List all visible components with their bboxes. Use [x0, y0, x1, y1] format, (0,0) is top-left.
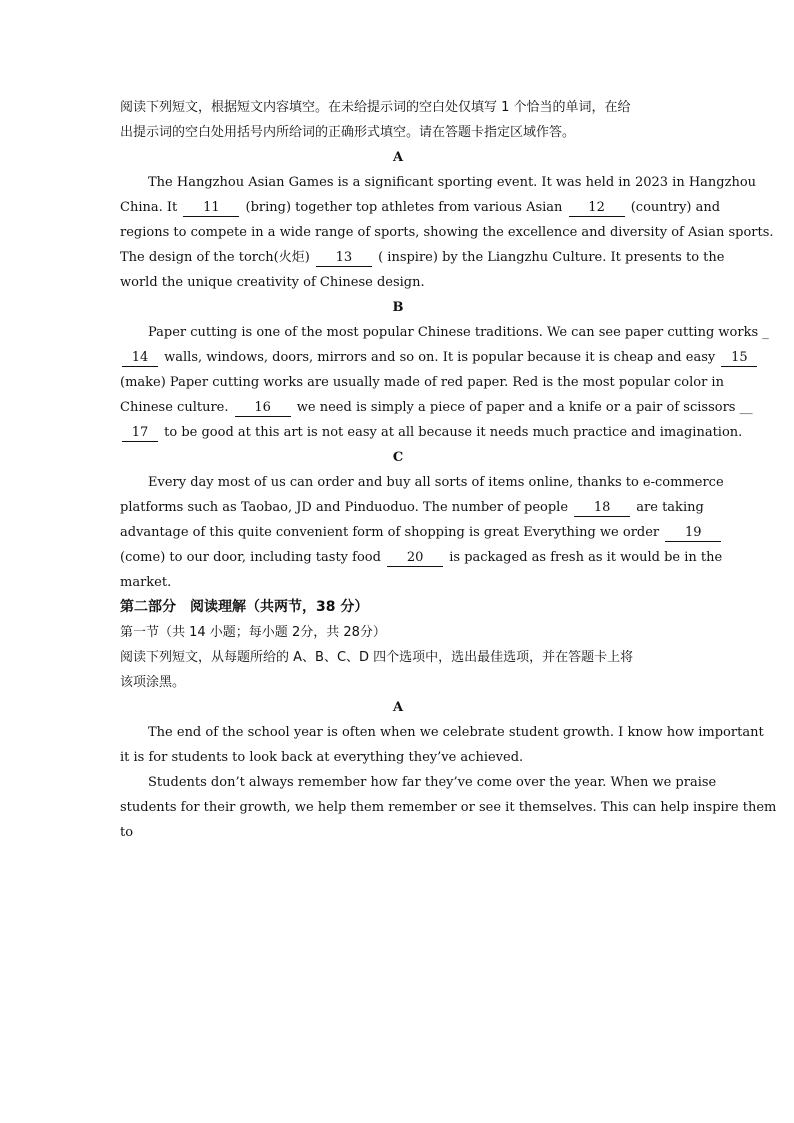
passage-b-text: we need is simply a piece of paper and a knife or a pair of scissors __ — [296, 400, 753, 415]
reading-a-line-4: students for their growth, we help them remember or see it themselves. This can help inspire them — [120, 800, 777, 815]
passage-c-line-4 — [120, 545, 723, 570]
blank-15[interactable]: 15 — [721, 350, 757, 367]
reading-a-line-3: Students don’t always remember how far they’ve come over the year. When we praise — [148, 775, 717, 790]
passage-b-text: Chinese culture. — [120, 400, 229, 415]
blank-11[interactable]: 11 — [183, 200, 239, 217]
blank-18[interactable]: 18 — [574, 500, 630, 517]
reading-a-line-2: it is for students to look back at everything they’ve achieved. — [120, 750, 524, 765]
passage-a-text: The design of the torch(火炬) — [120, 250, 310, 265]
section-1-title: 第一节（共 14 小题；每小题 2分，共 28分） — [120, 625, 386, 640]
passage-b-line-5 — [120, 420, 743, 445]
reading-a-line-5: to — [120, 825, 134, 840]
blank-17[interactable]: 17 — [122, 425, 158, 442]
passage-c-line-1: Every day most of us can order and buy all sorts of items online, thanks to e-commerce — [148, 475, 724, 490]
passage-c-heading: C — [392, 450, 404, 465]
reading-a-line-1: The end of the school year is often when we celebrate student growth. I know how important — [148, 725, 764, 740]
passage-a-text: ( inspire) by the Liangzhu Culture. It presents to the — [378, 250, 725, 265]
part-2-instructions-line-1: 阅读下列短文，从每题所给的 A、B、C、D 四个选项中，选出最佳选项，并在答题卡上将 — [120, 650, 634, 665]
part-2-instructions-line-2: 该项涂黑。 — [120, 675, 186, 690]
passage-c-text: are taking — [636, 500, 704, 515]
passage-b-text: to be good at this art is not easy at all because it needs much practice and imagination. — [164, 425, 743, 440]
passage-a-text: China. It — [120, 200, 178, 215]
passage-c-line-5: market. — [120, 575, 172, 590]
document-page — [120, 95, 777, 845]
blank-16[interactable]: 16 — [235, 400, 291, 417]
passage-b-line-2 — [120, 345, 748, 370]
part-2-title: 第二部分 阅读理解（共两节，38 分） — [120, 599, 369, 615]
reading-a-heading: A — [392, 700, 404, 715]
passage-c-text: is packaged as fresh as it would be in the — [449, 550, 723, 565]
passage-b-line-4 — [120, 395, 753, 420]
passage-c-text: advantage of this quite convenient form of shopping is great Everything we order — [120, 525, 660, 540]
passage-c-line-3 — [120, 520, 702, 545]
passage-c-text: (come) to our door, including tasty food — [120, 550, 381, 565]
passage-a-heading: A — [392, 150, 404, 165]
passage-a-line-2 — [120, 195, 721, 220]
passage-a-text: (country) and — [630, 200, 721, 215]
instructions-line-1: 阅读下列短文，根据短文内容填空。在未给提示词的空白处仅填写 1 个恰当的单词，在给 — [120, 100, 631, 115]
blank-19[interactable]: 19 — [665, 525, 721, 542]
blank-20[interactable]: 20 — [387, 550, 443, 567]
blank-12[interactable]: 12 — [569, 200, 625, 217]
passage-b-line-3: (make) Paper cutting works are usually made of red paper. Red is the most popular color in — [120, 375, 724, 390]
passage-a-line-1: The Hangzhou Asian Games is a significant sporting event. It was held in 2023 in Hangzhou — [148, 175, 757, 190]
passage-a-line-5: world the unique creativity of Chinese design. — [120, 275, 425, 290]
instructions-line-2: 出提示词的空白处用括号内所给词的正确形式填空。请在答题卡指定区域作答。 — [120, 125, 576, 140]
passage-b-heading: B — [392, 300, 404, 315]
passage-a-text: (bring) together top athletes from various Asian — [245, 200, 563, 215]
passage-a-line-3: regions to compete in a wide range of sports, showing the excellence and diversity of Asian sports. — [120, 225, 774, 240]
passage-a-line-4 — [120, 245, 725, 270]
passage-b-line-1: Paper cutting is one of the most popular Chinese traditions. We can see paper cutting works _ — [148, 325, 769, 340]
passage-b-text: walls, windows, doors, mirrors and so on. It is popular because it is cheap and easy — [164, 350, 716, 365]
blank-13[interactable]: 13 — [316, 250, 372, 267]
passage-c-text: platforms such as Taobao, JD and Pinduoduo. The number of people — [120, 500, 569, 515]
passage-c-line-2 — [120, 495, 704, 520]
blank-14[interactable]: 14 — [122, 350, 158, 367]
